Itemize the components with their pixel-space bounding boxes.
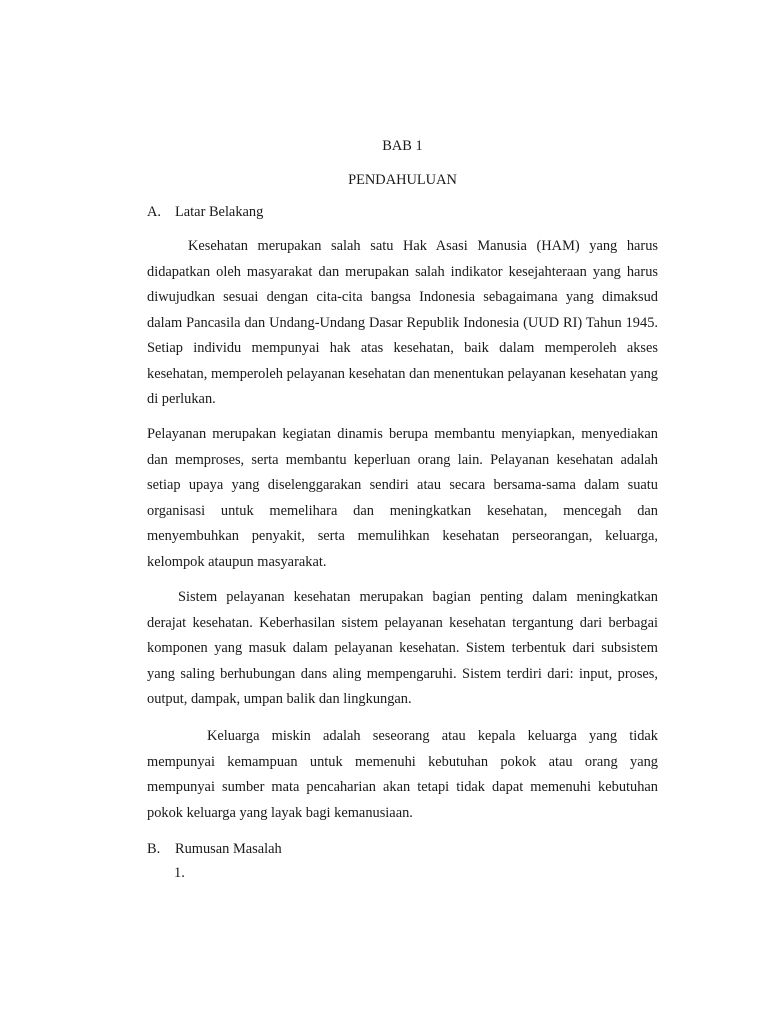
section-a-number: A. xyxy=(147,204,161,220)
paragraph-2: Pelayanan merupakan kegiatan dinamis berupa membantu menyiapkan, menyediakan dan memproses, serta membantu keperluan orang lain. Pelayanan kesehatan adalah setiap upaya yang diselenggarakan sendiri atau secara bersama-sama dalam suatu organisasi untuk memelihara dan meningkatkan kesehatan, mencegah dan menyembuhkan penyakit, serta memulihkan kesehatan perseorangan, keluarga, kelompok ataupun masyarakat. xyxy=(147,426,658,570)
section-a-title: Latar Belakang xyxy=(175,204,264,220)
section-b-number: B. xyxy=(147,841,161,857)
chapter-number: BAB 1 xyxy=(382,138,423,154)
paragraph-3: Sistem pelayanan kesehatan merupakan bagian penting dalam meningkatkan derajat kesehatan. Keberhasilan sistem pelayanan kesehatan tergantung dari berbagai komponen yang masuk dalam pelayanan kesehatan. Sistem terbentuk dari subsistem yang saling berhubungan dans aling mempengaruhi. Sistem terdiri dari: input, proses, output, dampak, umpan balik dan lingkungan. xyxy=(147,589,658,707)
list-item-1-number: 1. xyxy=(174,865,185,881)
chapter-title: PENDAHULUAN xyxy=(348,172,457,188)
paragraph-1: Kesehatan merupakan salah satu Hak Asasi Manusia (HAM) yang harus didapatkan oleh masyarakat dan merupakan salah indikator kesejahteraan yang harus diwujudkan sesuai dengan cita-cita bangsa Indonesia sebagaimana yang dimaksud dalam Pancasila dan Undang-Undang Dasar Republik Indonesia (UUD RI) Tahun 1945. Setiap individu mempunyai hak atas kesehatan, baik dalam memperoleh akses kesehatan, memperoleh pelayanan kesehatan dan menentukan pelayanan kesehatan yang di perlukan. xyxy=(147,238,658,407)
paragraph-4: Keluarga miskin adalah seseorang atau kepala keluarga yang tidak mempunyai kemampuan untuk memenuhi kebutuhan pokok atau orang yang mempunyai sumber mata pencaharian akan tetapi tidak dapat memenuhi kebutuhan pokok keluarga yang layak bagi kemanusiaan. xyxy=(147,728,658,821)
section-b-title: Rumusan Masalah xyxy=(175,841,282,857)
